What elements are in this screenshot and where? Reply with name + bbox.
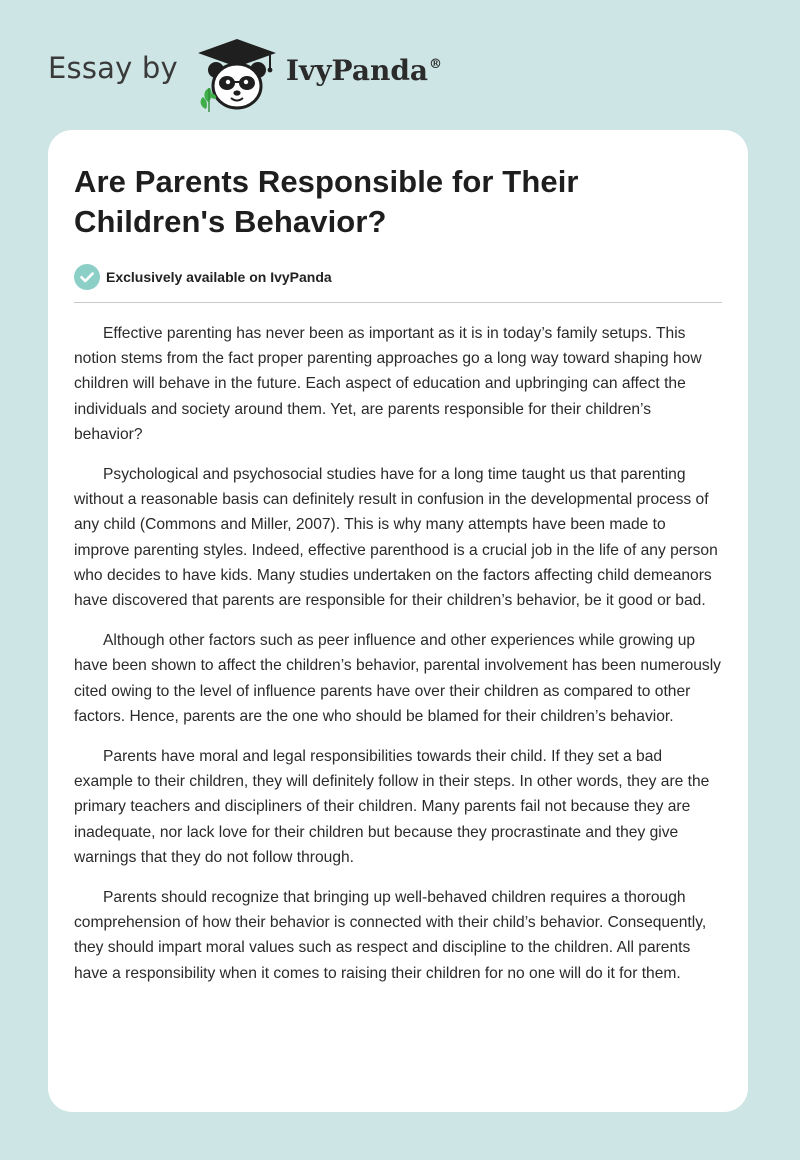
brand-name-text: IvyPanda	[285, 53, 429, 87]
essay-title: Are Parents Responsible for Their Children's Behavior?	[74, 164, 579, 239]
essay-paragraph-1: Effective parenting has never been as important as it is in today’s family setups. This notion stems from the fact proper parenting approaches go a long way toward shaping how children will behave in the future. Each aspect of education and upbringing can affect the individuals and society around them. Yet, are parents responsible for their children’s behavior?	[74, 325, 702, 443]
essay-paragraph-4: Parents have moral and legal responsibilities towards their child. If they set a bad example to their children, they will definitely follow in their steps. In other words, they are the primary teachers and discipliners of their children. Many parents fail not because they are inadequate, nor lack love for their children but because they procrastinate and they give warnings that they do not follow through.	[74, 748, 710, 866]
ivypanda-brand-name[interactable]	[286, 54, 442, 87]
exclusive-badge	[74, 264, 722, 290]
registered-mark: ®	[429, 56, 443, 72]
essay-paragraph-5: Parents should recognize that bringing up well-behaved children requires a thorough comprehension of how their behavior is connected with their child’s behavior. Consequently, they should impart moral values such as respect and discipline to the children. All parents have a responsibility when it comes to raising their children for no one will do it for them.	[74, 889, 707, 982]
ivypanda-panda-logo-icon[interactable]	[192, 36, 282, 112]
essay-paragraph-2: Psychological and psychosocial studies have for a long time taught us that parenting without a reasonable basis can definitely result in confusion in the developmental process of any child (Commons and Miller, 2007). This is why many attempts have been made to improve parenting styles. Indeed, effective parenthood is a crucial job in the life of any person who decides to have kids. Many studies undertaken on the factors affecting child demeanors have discovered that parents are responsible for their children’s behavior, be it good or bad.	[74, 466, 718, 610]
essay-by-label: Essay by	[48, 51, 178, 85]
check-circle-icon	[74, 264, 100, 290]
site-header	[48, 36, 442, 112]
essay-body	[74, 321, 722, 986]
essay-paragraph-3: Although other factors such as peer influence and other experiences while growing up have been shown to affect the children’s behavior, parental involvement has been numerously cited owing to the level of influence parents have over their children as compared to other factors. Hence, parents are the one who should be blamed for their children’s behavior.	[74, 632, 721, 725]
essay-card	[48, 130, 748, 1112]
exclusive-badge-label: Exclusively available on IvyPanda	[106, 269, 332, 285]
title-divider	[74, 302, 722, 303]
